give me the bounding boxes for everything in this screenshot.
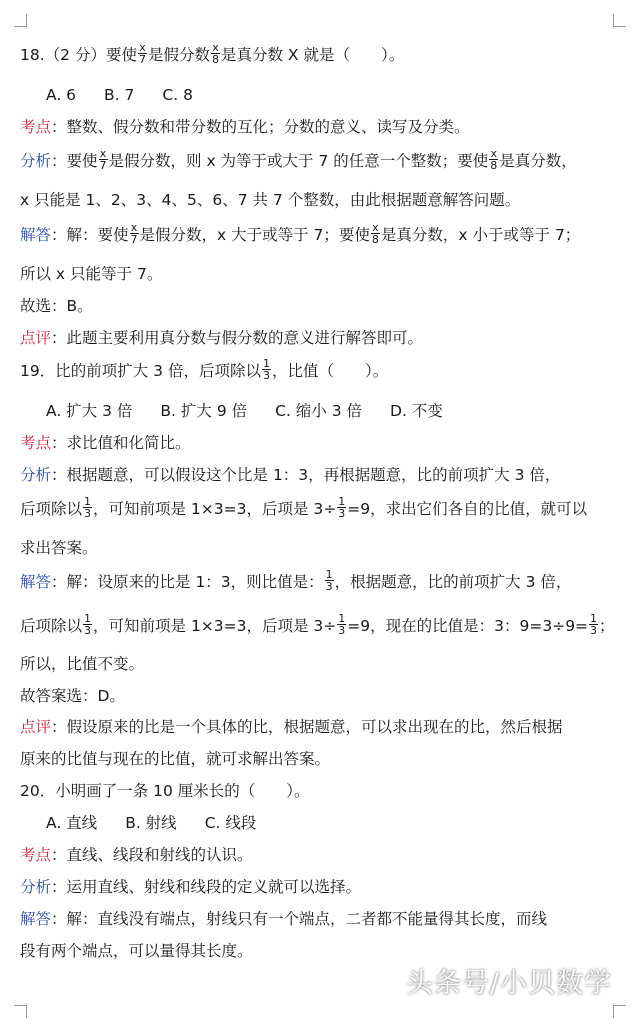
- option: A. 6: [46, 86, 77, 104]
- fraction: $\frac{1}{3}$: [325, 568, 333, 593]
- q18-kaodian: 考点：整数、假分数和带分数的互化；分数的意义、读写及分类。: [20, 118, 470, 136]
- q20-jieda-line2: 段有两个端点，可以量得其长度。: [20, 942, 253, 960]
- page-corner-mark: [14, 14, 27, 27]
- fraction: $\frac{1}{3}$: [338, 495, 346, 520]
- option: C. 缩小 3 倍: [275, 402, 363, 420]
- label-jieda: 解答: [20, 910, 52, 928]
- q18-jieda: 解答：解：要使 $\frac{x}{7}$ 是假分数，x 大于或等于 7；要使 $\frac{x}{8}$ 是真分数，x 小于或等于 7；: [20, 221, 581, 246]
- fraction: $\frac{x}{7}$: [130, 221, 138, 246]
- fraction: $\frac{x}{8}$: [371, 221, 379, 246]
- q18-answer: 故选：B。: [20, 297, 93, 315]
- label-kaodian: 考点: [20, 434, 52, 452]
- option: B. 射线: [125, 814, 177, 832]
- q18-fenxi-line2: x 只能是 1、2、3、4、5、6、7 共 7 个整数，由此根据题意解答问题。: [20, 191, 521, 209]
- label-jieda: 解答: [20, 226, 52, 244]
- option: A. 直线: [46, 814, 98, 832]
- fraction: $\frac{x}{8}$: [490, 147, 498, 172]
- label-dianping: 点评: [20, 329, 52, 347]
- label-fenxi: 分析: [20, 466, 52, 484]
- watermark: 头条号/小贝数学: [405, 968, 612, 999]
- page-corner-mark: [613, 1005, 626, 1018]
- q18-options: [46, 84, 193, 106]
- option: D. 不变: [390, 402, 443, 420]
- q20-options: [46, 812, 256, 834]
- fraction: $\frac{x}{7}$: [138, 41, 146, 66]
- fraction: $\frac{x}{8}$: [211, 41, 219, 66]
- q19-answer: 故答案选：D。: [20, 687, 125, 705]
- q19-dianping: 点评：假设原来的比是一个具体的比，根据题意，可以求出现在的比，然后根据: [20, 718, 563, 736]
- fraction: $\frac{x}{7}$: [99, 147, 107, 172]
- q18-jieda-line2: 所以 x 只能等于 7。: [20, 265, 163, 283]
- option: C. 8: [162, 86, 193, 104]
- fraction: $\frac{1}{3}$: [262, 357, 270, 382]
- label-fenxi: 分析: [20, 152, 52, 170]
- page-corner-mark: [613, 14, 626, 27]
- q19-dianping-line2: 原来的比值与现在的比值，就可求解出答案。: [20, 750, 331, 768]
- q19-fenxi-line2: 后项除以 $\frac{1}{3}$ ，可知前项是 1×3=3，后项是 3÷ $\frac{1}{3}$ =9，求出它们各自的比值，就可以: [20, 495, 588, 520]
- q20-jieda: 解答：解：直线没有端点，射线只有一个端点，二者都不能量得其长度，而线: [20, 910, 548, 928]
- q18-dianping: 点评：此题主要利用真分数与假分数的意义进行解答即可。: [20, 329, 424, 347]
- option: A. 扩大 3 倍: [46, 402, 133, 420]
- q18-stem: 18.（2 分）要使 $\frac{x}{7}$ 是假分数 $\frac{x}{8}$ 是真分数 X 就是（ ）。: [20, 41, 405, 66]
- page-corner-mark: [14, 1005, 27, 1018]
- q19-kaodian: 考点：求比值和化简比。: [20, 434, 191, 452]
- fraction: $\frac{1}{3}$: [590, 612, 598, 637]
- option: B. 扩大 9 倍: [160, 402, 248, 420]
- label-fenxi: 分析: [20, 878, 52, 896]
- q19-options: [46, 400, 443, 422]
- label-dianping: 点评: [20, 718, 52, 736]
- q19-fenxi: 分析：根据题意，可以假设这个比是 1：3，再根据题意，比的前项扩大 3 倍，: [20, 466, 561, 484]
- q20-kaodian: 考点：直线、线段和射线的认识。: [20, 846, 253, 864]
- q20-stem: 20．小明画了一条 10 厘米长的（ ）。: [20, 782, 310, 800]
- option: C. 线段: [204, 814, 257, 832]
- option: B. 7: [104, 86, 135, 104]
- q19-fenxi-line3: 求出答案。: [20, 539, 98, 557]
- fraction: $\frac{1}{3}$: [84, 495, 92, 520]
- label-kaodian: 考点: [20, 118, 52, 136]
- q20-fenxi: 分析：运用直线、射线和线段的定义就可以选择。: [20, 878, 362, 896]
- q19-jieda-line2: 后项除以 $\frac{1}{3}$ ，可知前项是 1×3=3，后项是 3÷ $\frac{1}{3}$ =9，现在的比值是：3：9=3÷9= $\frac{1}{3}$ ；: [20, 612, 615, 637]
- label-jieda: 解答: [20, 573, 52, 591]
- fraction: $\frac{1}{3}$: [338, 612, 346, 637]
- label-kaodian: 考点: [20, 846, 52, 864]
- fraction: $\frac{1}{3}$: [84, 612, 92, 637]
- q19-stem: 19．比的前项扩大 3 倍，后项除以 $\frac{1}{3}$ ，比值（ ）。: [20, 357, 389, 382]
- q18-fenxi: 分析：要使 $\frac{x}{7}$ 是假分数，则 x 为等于或大于 7 的任意一个整数；要使 $\frac{x}{8}$ 是真分数，: [20, 147, 577, 172]
- q19-jieda: 解答：解：设原来的比是 1：3，则比值是： $\frac{1}{3}$ ，根据题意，比的前项扩大 3 倍，: [20, 568, 572, 593]
- q19-jieda-line3: 所以，比值不变。: [20, 655, 145, 673]
